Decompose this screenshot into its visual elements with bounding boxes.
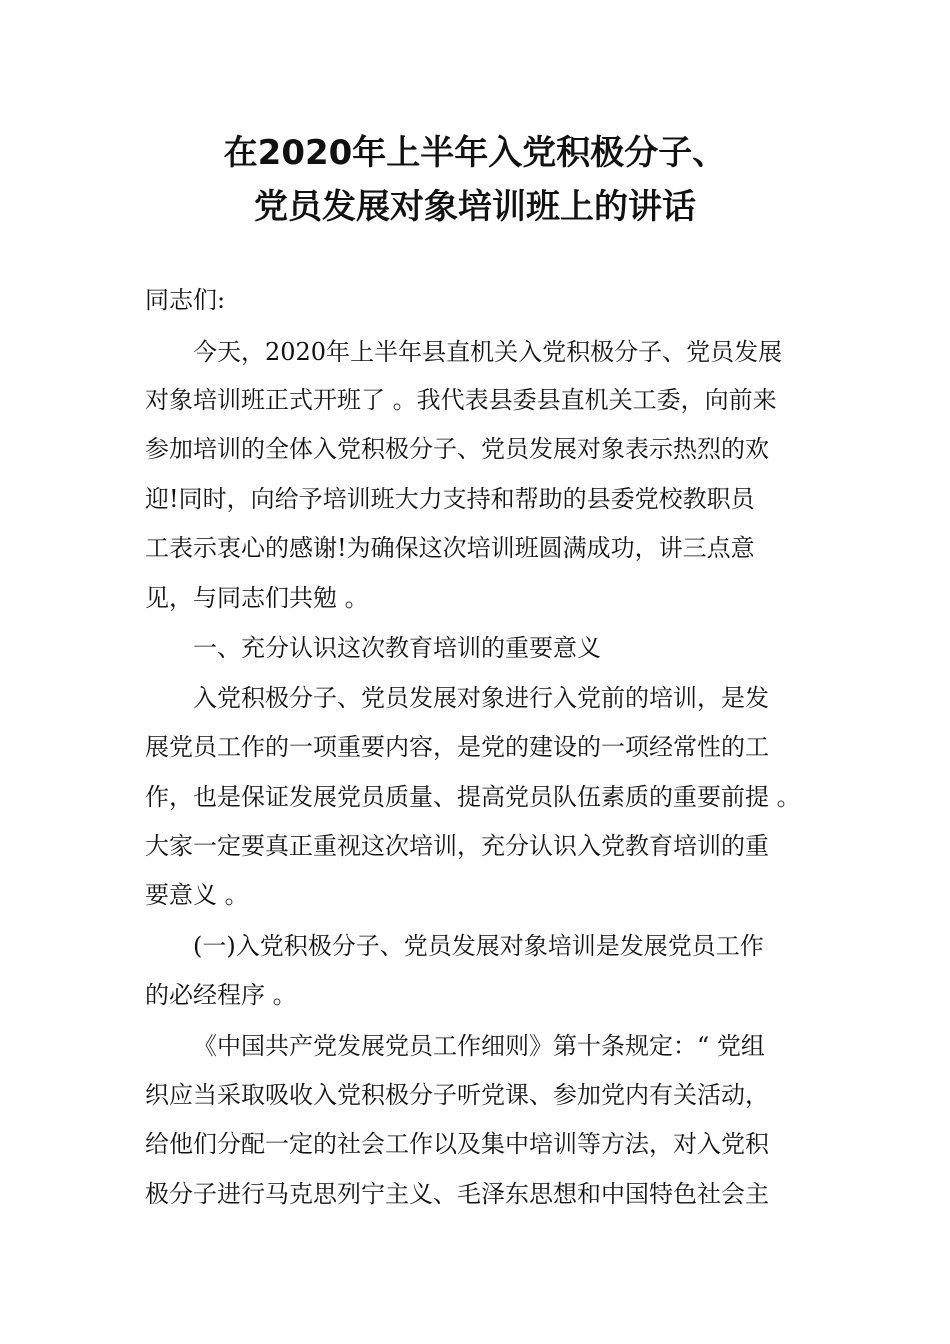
paragraph-line: 大家一定要真正重视这次培训，充分认识入党教育培训的重 — [145, 832, 769, 860]
paragraph-line: 要意义 。 — [145, 881, 249, 909]
paragraph-line: 工表示衷心的感谢!为确保这次培训班圆满成功，讲三点意 — [145, 534, 755, 562]
paragraph-line: 迎!同时，向给予培训班大力支持和帮助的县委党校教职员 — [145, 485, 755, 513]
paragraph-line: 展党员工作的一项重要内容，是党的建设的一项经常性的工 — [145, 733, 769, 761]
paragraph-line: 给他们分配一定的社会工作以及集中培训等方法，对入党积 — [145, 1130, 769, 1158]
paragraph-line: 入党积极分子、党员发展对象进行入党前的培训，是发 — [193, 684, 769, 712]
paragraph-line: 见，与同志们共勉 。 — [145, 584, 369, 612]
paragraph-line: 对象培训班正式开班了 。我代表县委县直机关工委，向前来 — [145, 386, 777, 414]
document-title-line-2: 党员发展对象培训班上的讲话 — [254, 187, 696, 227]
document-title-line-1: 在2020年上半年入党积极分子、 — [223, 133, 727, 173]
subsection-heading: (一)入党积极分子、党员发展对象培训是发展党员工作 — [193, 932, 764, 960]
paragraph-line: 极分子进行马克思列宁主义、毛泽东思想和中国特色社会主 — [145, 1180, 769, 1208]
paragraph-line: 今天，2020年上半年县直机关入党积极分子、党员发展 — [193, 338, 783, 366]
paragraph-line: 的必经程序 。 — [145, 981, 297, 1009]
section-heading: 一、充分认识这次教育培训的重要意义 — [193, 634, 601, 662]
paragraph-line: 作，也是保证发展党员质量、提高党员队伍素质的重要前提 。 — [145, 783, 801, 811]
paragraph-line: 《中国共产党发展党员工作细则》第十条规定：“ 党组 — [193, 1032, 765, 1060]
salutation: 同志们: — [145, 286, 226, 314]
paragraph-line: 织应当采取吸收入党积极分子听党课、参加党内有关活动， — [145, 1081, 769, 1109]
paragraph-line: 参加培训的全体入党积极分子、党员发展对象表示热烈的欢 — [145, 435, 769, 463]
